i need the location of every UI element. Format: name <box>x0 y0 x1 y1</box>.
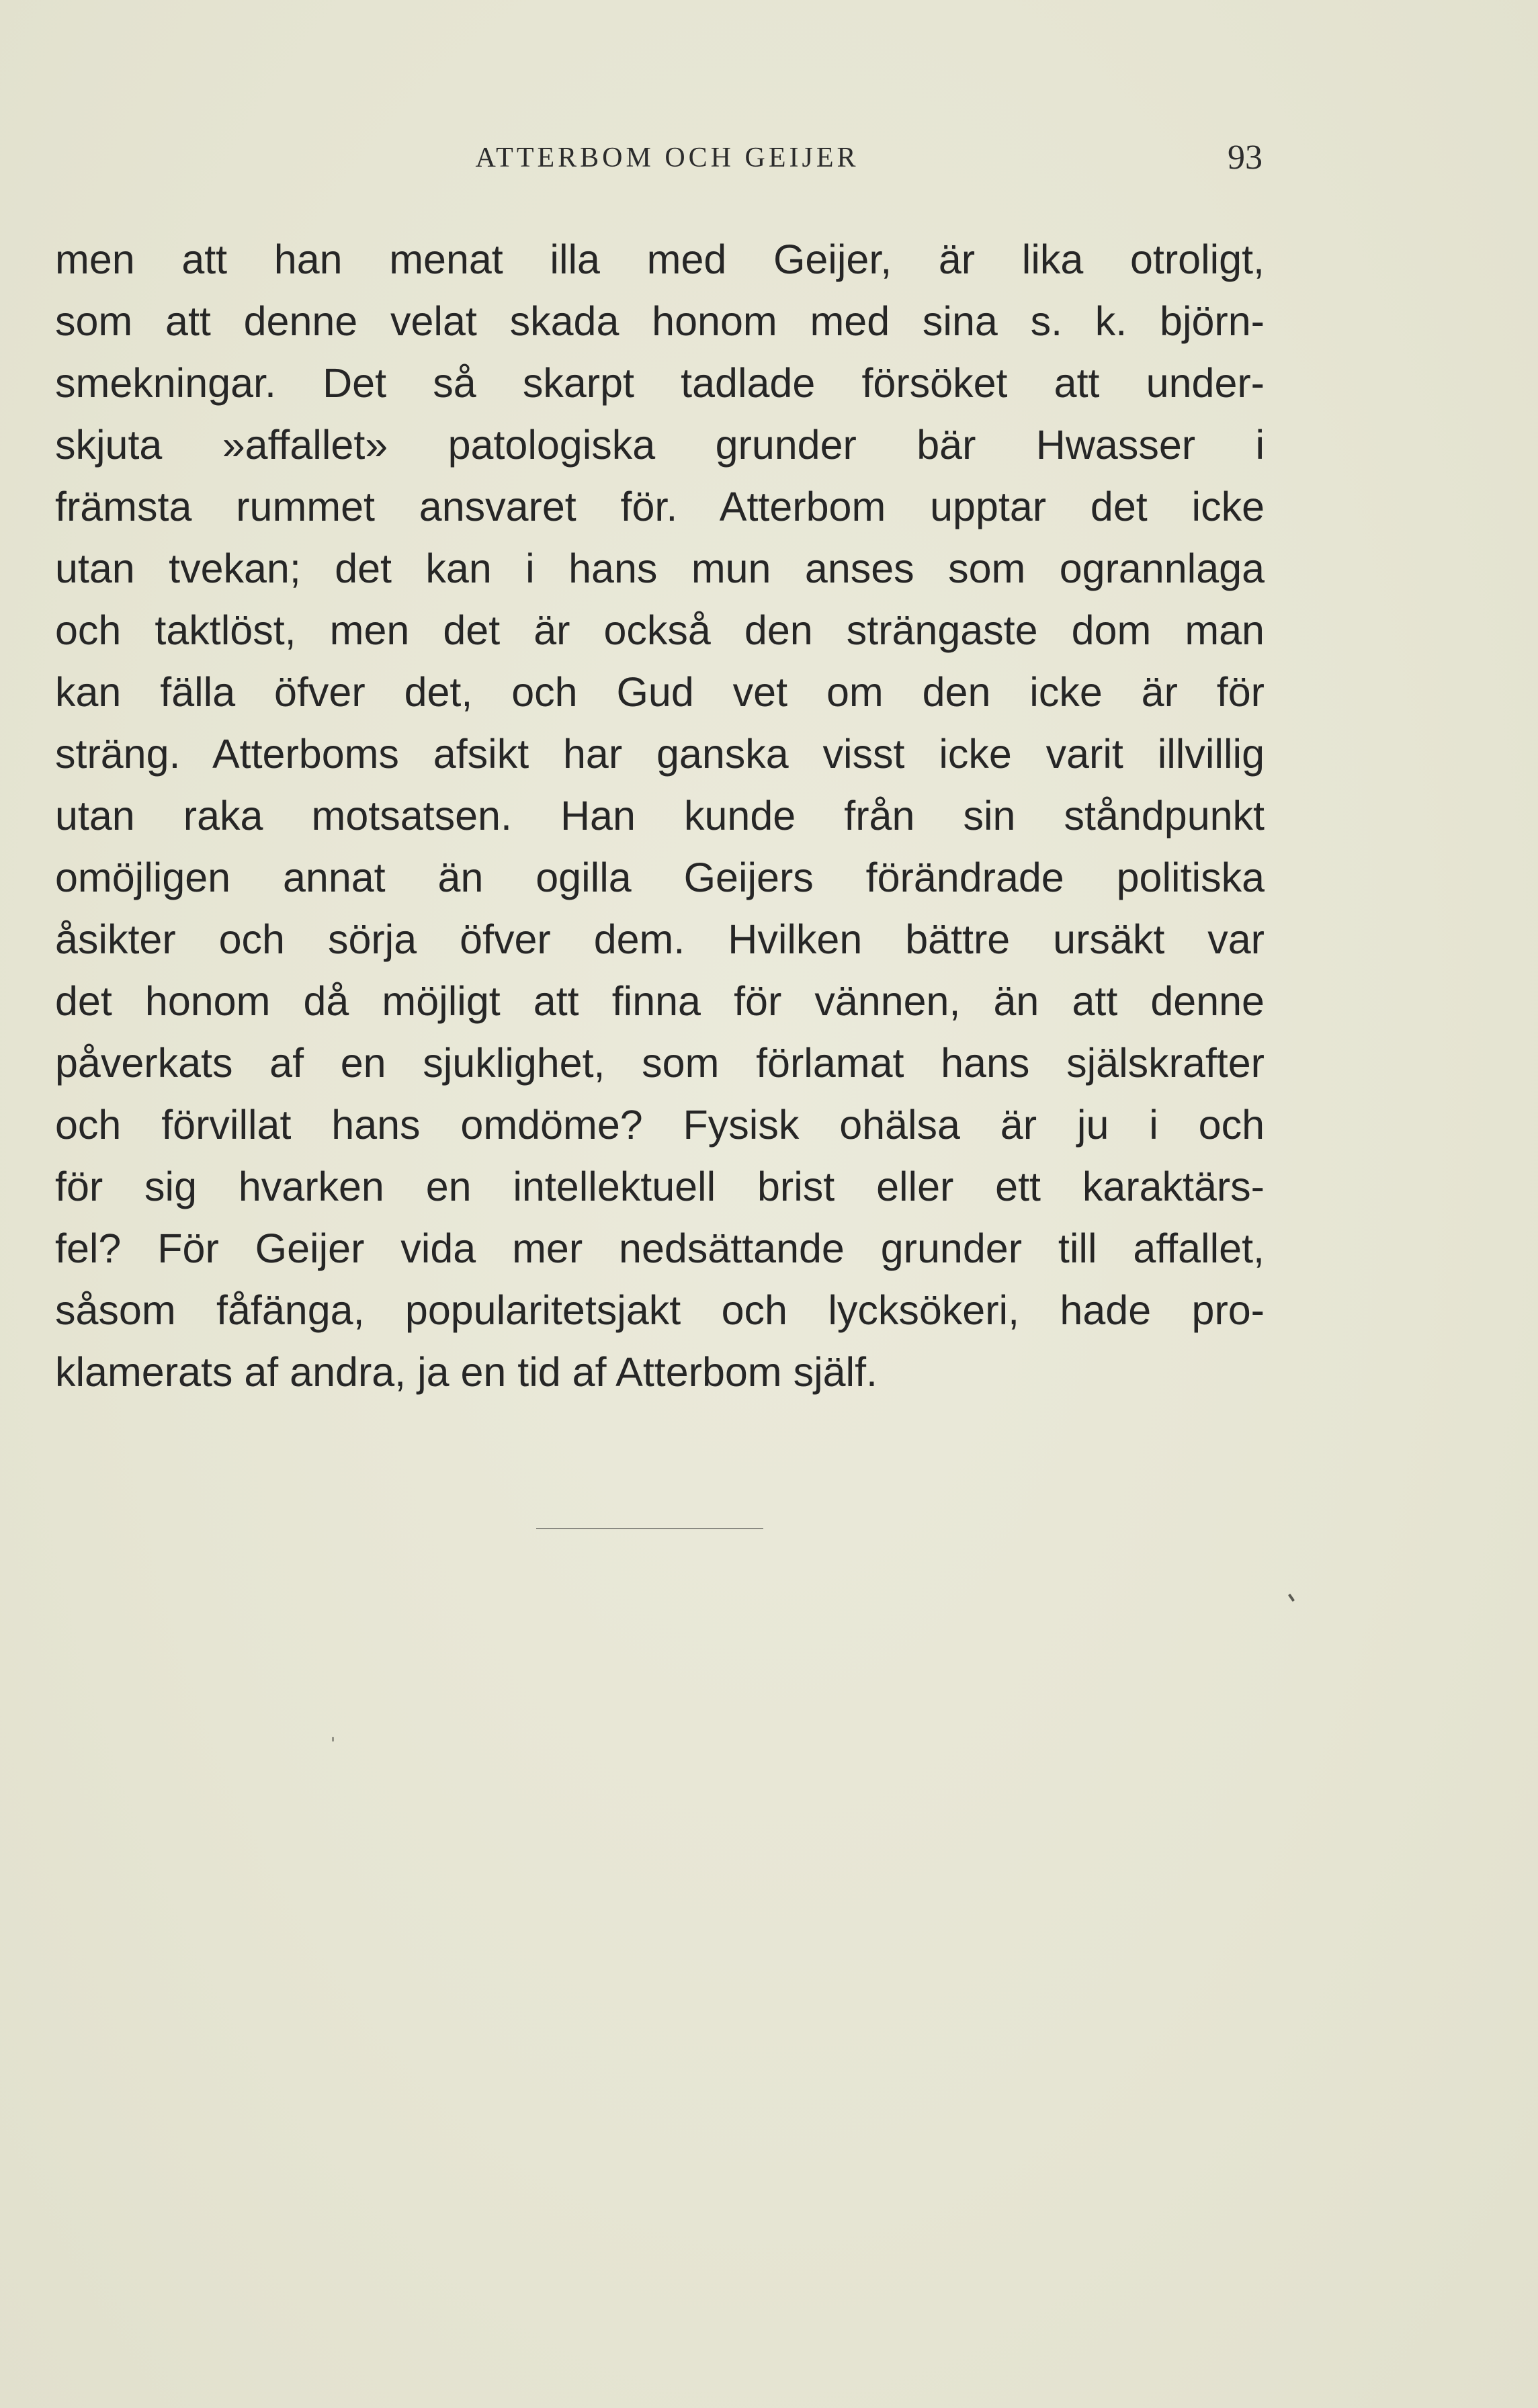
text-line: fel? För Geijer vida mer nedsättande grunder till affallet, <box>55 1226 1265 1271</box>
running-head <box>0 134 1538 181</box>
paper-speck <box>1288 1594 1295 1602</box>
running-title: ATTERBOM OCH GEIJER <box>475 142 859 173</box>
text-line: omöjligen annat än ogilla Geijers förändrade politiska <box>55 855 1265 900</box>
text-line: såsom fåfänga, popularitetsjakt och lycksökeri, hade pro- <box>55 1287 1265 1333</box>
text-line: och taktlöst, men det är också den strängaste dom man <box>55 607 1265 653</box>
text-line: för sig hvarken en intellektuell brist eller ett karaktärs- <box>55 1164 1265 1209</box>
text-line: och förvillat hans omdöme? Fysisk ohälsa är ju i och <box>55 1102 1265 1148</box>
page-number: 93 <box>1228 138 1263 177</box>
text-line: främsta rummet ansvaret för. Atterbom upptar det icke <box>55 484 1265 529</box>
text-line: åsikter och sörja öfver dem. Hvilken bättre ursäkt var <box>55 916 1265 962</box>
text-line: utan tvekan; det kan i hans mun anses som ogrannlaga <box>55 546 1265 591</box>
text-line: påverkats af en sjuklighet, som förlamat hans själskrafter <box>55 1040 1265 1086</box>
text-line: det honom då möjligt att finna för vännen, än att denne <box>55 978 1265 1024</box>
text-line: som att denne velat skada honom med sina s. k. björn- <box>55 298 1265 344</box>
text-line: smekningar. Det så skarpt tadlade försöket att under- <box>55 360 1265 406</box>
body-text <box>55 228 1265 1403</box>
text-line: sträng. Atterboms afsikt har ganska visst icke varit illvillig <box>55 731 1265 777</box>
text-line-last: klamerats af andra, ja en tid af Atterbom själf. <box>55 1349 878 1395</box>
section-end-rule <box>536 1528 763 1529</box>
text-line: kan fälla öfver det, och Gud vet om den icke är för <box>55 669 1265 715</box>
text-line: utan raka motsatsen. Han kunde från sin ståndpunkt <box>55 793 1265 838</box>
text-line: men att han menat illa med Geijer, är lika otroligt, <box>55 236 1265 282</box>
text-line: skjuta »affallet» patologiska grunder bär Hwasser i <box>55 422 1265 468</box>
paper-speck <box>332 1737 334 1742</box>
